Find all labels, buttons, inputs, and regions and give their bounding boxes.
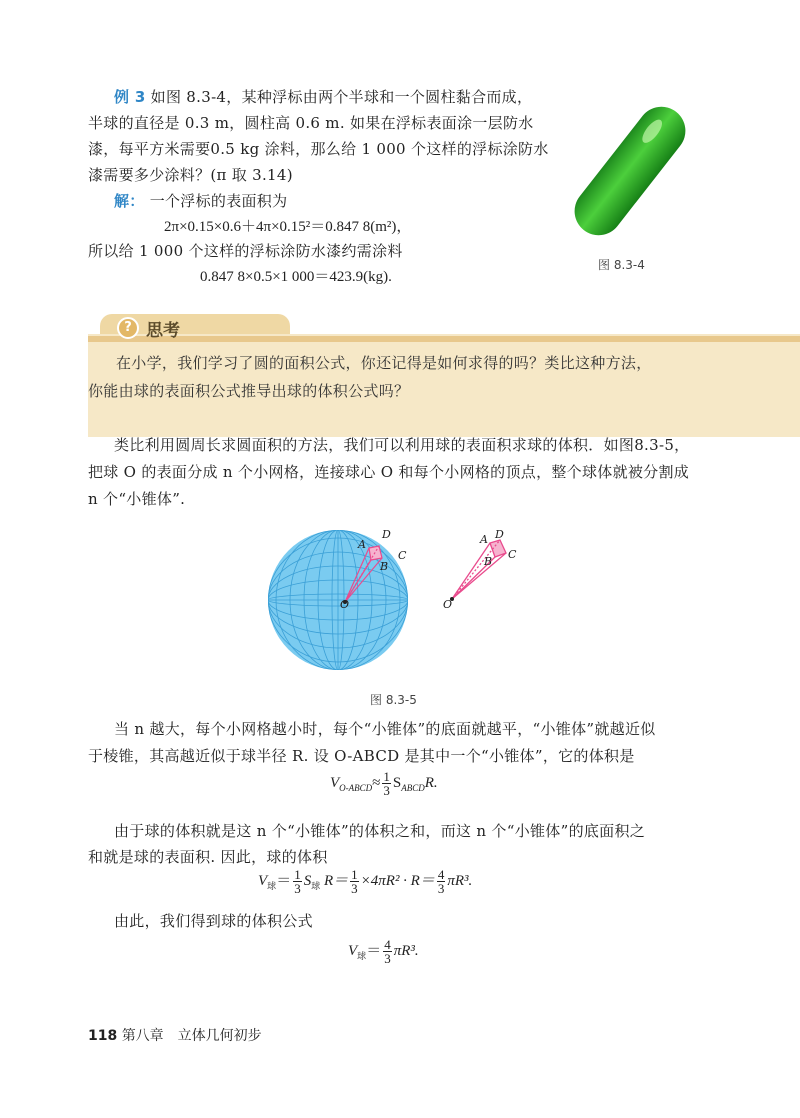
para3-line2: 和就是球的表面积. 因此，球的体积: [88, 848, 328, 866]
sphere-label-o: O: [340, 598, 350, 611]
equation-paint: 0.847 8×0.5×1 000＝423.9(kg).: [200, 269, 392, 285]
eq4-s-sub: 球: [311, 880, 321, 891]
para4-line1: 由此，我们得到球的体积公式: [114, 912, 313, 930]
eq4-s: S: [303, 872, 312, 889]
eq5-v: V: [348, 942, 358, 959]
sphere-label-a: A: [358, 538, 366, 551]
sphere-label-c: C: [398, 549, 407, 562]
example-line5: 所以给 1 000 个这样的浮标涂防水漆约需涂料: [88, 242, 403, 260]
eq4-v: V: [258, 872, 268, 889]
sphere-label-d: D: [382, 528, 391, 541]
figure-caption-835: 图 8.3-5: [370, 693, 417, 707]
eq3-v: V: [330, 774, 340, 791]
eq5-eq: ＝: [366, 942, 382, 959]
example-line3: 漆，每平方米需要0.5 kg 涂料，那么给 1 000 个这样的浮标涂防水: [88, 140, 549, 158]
eq4-fraction2: $\frac{1}{3}$: [351, 867, 358, 896]
pyramid-label-o: O: [443, 598, 453, 611]
pyramid-label-b: B: [484, 555, 493, 568]
question-icon: ?: [117, 317, 139, 339]
think-title: 思考: [146, 321, 180, 341]
eq3-s: S: [392, 774, 402, 791]
eq5-end: πR³.: [393, 942, 419, 959]
page-number: 118: [88, 1028, 118, 1044]
example-line4: 漆需要多少涂料？(π 取 3.14): [88, 166, 293, 184]
solution-text: 一个浮标的表面积为: [149, 192, 288, 210]
eq5-fraction: $\frac{4}{3}$: [384, 937, 391, 966]
think-line2: 你能由球的表面积公式推导出球的体积公式吗？: [88, 382, 410, 400]
equation-sphere-volume: [348, 938, 419, 965]
equation-sphere-derivation: [258, 868, 472, 895]
example-line1: 如图 8.3-4，某种浮标由两个半球和一个圆柱黏合而成，: [150, 88, 533, 106]
para1-line2: 把球 O 的表面分成 n 个小网格，连接球心 O 和每个小网格的顶点，整个球体就被分割成: [88, 463, 690, 481]
equation-cone-volume: [330, 770, 438, 797]
capsule-figure: [560, 96, 700, 246]
eq3-approx: ≈: [372, 774, 381, 791]
page-footer: [88, 1025, 262, 1045]
eq4-mid: R＝: [323, 872, 349, 889]
solution-label: 解：: [114, 192, 145, 210]
think-divider: [88, 336, 800, 342]
eq4-part: ×4πR² · R＝: [360, 872, 435, 889]
figure-caption-834: 图 8.3-4: [598, 258, 645, 272]
eq4-eq: ＝: [276, 872, 292, 889]
eq4-sub: 球: [267, 880, 277, 891]
eq3-fraction: $\frac{1}{3}$: [383, 769, 390, 798]
eq3-s-sub: ABCD: [401, 782, 425, 793]
para1-line3: n 个“小锥体”.: [88, 490, 186, 508]
para2-line1: 当 n 越大，每个小网格越小时，每个“小锥体”的底面就越平，“小锥体”就越近似: [114, 720, 656, 738]
para2-line2: 于棱锥，其高越近似于球半径 R. 设 O-ABCD 是其中一个“小锥体”，它的体积是: [88, 747, 635, 765]
pyramid-label-d: D: [495, 528, 504, 541]
para1-line1: 类比利用圆周长求圆面积的方法，我们可以利用球的表面积求球的体积．如图8.3-5，: [114, 436, 690, 454]
equation-surface-area: 2π×0.15×0.6＋4π×0.15²＝0.847 8(m²)，: [164, 219, 412, 235]
para3-line1: 由于球的体积就是这 n 个“小锥体”的体积之和，而这 n 个“小锥体”的底面积之: [114, 822, 646, 840]
eq4-fraction1: $\frac{1}{3}$: [294, 867, 301, 896]
eq3-tail: R.: [424, 774, 438, 791]
example-label: 例 3: [114, 88, 146, 106]
sphere-label-b: B: [380, 560, 389, 573]
pyramid-label-a: A: [480, 533, 488, 546]
eq4-fraction3: $\frac{4}{3}$: [437, 867, 445, 896]
pyramid-label-c: C: [508, 548, 517, 561]
chapter-title: 第八章 立体几何初步: [121, 1028, 262, 1044]
eq3-v-sub: O-ABCD: [339, 782, 373, 793]
example-line2: 半球的直径是 0.3 m，圆柱高 0.6 m. 如果在浮标表面涂一层防水: [88, 114, 534, 132]
eq5-sub: 球: [357, 950, 367, 961]
eq4-end: πR³.: [447, 872, 473, 889]
think-line1: 在小学，我们学习了圆的面积公式，你还记得是如何求得的吗？类比这种方法，: [116, 354, 652, 372]
